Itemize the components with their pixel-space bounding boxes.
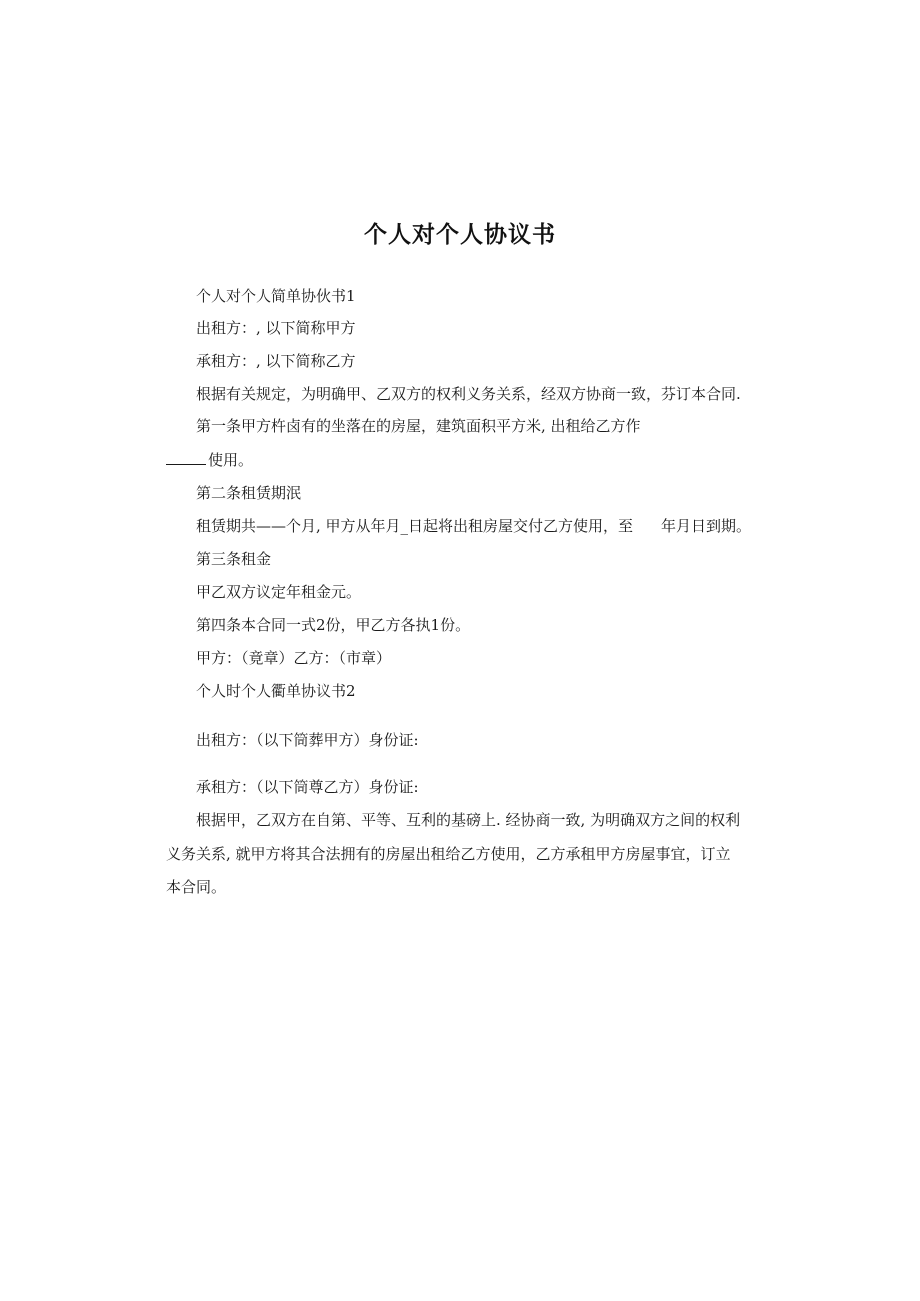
lessee-line: 承租方：, 以下简称乙方 — [196, 352, 356, 370]
lessor-line: 出租方：, 以下简称甲方 — [196, 319, 356, 337]
article-3-heading: 第三条租金 — [196, 550, 272, 568]
principle-line-3: 本合同。 — [166, 878, 227, 896]
principle-line-2: 义务关系, 就甲方将其合法拥有的房屋出租给乙方使用，乙方承租甲方房屋事宜，订立 — [166, 845, 731, 863]
fill-in-blank — [166, 450, 206, 465]
article-1-usage-line — [166, 450, 253, 470]
lease-term-text: 租赁期共——个月, 甲方从年月_日起将出租房屋交付乙方使用，至 — [196, 517, 634, 535]
usage-text: 使用。 — [208, 451, 254, 469]
lease-term-line — [196, 516, 751, 536]
preamble-line: 根据有关规定，为明确甲、乙双方的权利义务关系，经双方协商一致，芬订本合同. — [196, 385, 741, 403]
agreement-2-heading: 个人时个人衢单协议书2 — [196, 682, 356, 700]
document-title: 个人对个人协议书 — [364, 222, 556, 248]
agreement-1-heading: 个人对个人简单协伙书1 — [196, 287, 356, 305]
article-2-heading: 第二条租赁期泯 — [196, 484, 302, 502]
article-4-line: 第四条本合同一式2份，甲乙方各执1份。 — [196, 616, 471, 634]
lease-term-end-text: 年月日到期。 — [661, 517, 752, 535]
lessee-id-line: 承租方：（以下筒尊乙方）身份证: — [196, 778, 419, 796]
rent-line: 甲乙双方议定年租金元。 — [196, 583, 362, 601]
lessor-id-line: 出租方：（以下筒葬甲方）身份证: — [196, 731, 419, 749]
article-1-line: 第一条甲方杵卤有的坐落在的房屋，建筑面积平方米, 出租给乙方作 — [196, 417, 641, 435]
seal-line: 甲方：（竟章）乙方：（市章） — [196, 649, 392, 667]
principle-line-1: 根据甲，乙双方在自第、平等、互利的基磅上. 经协商一致, 为明确双方之间的权利 — [196, 811, 741, 829]
